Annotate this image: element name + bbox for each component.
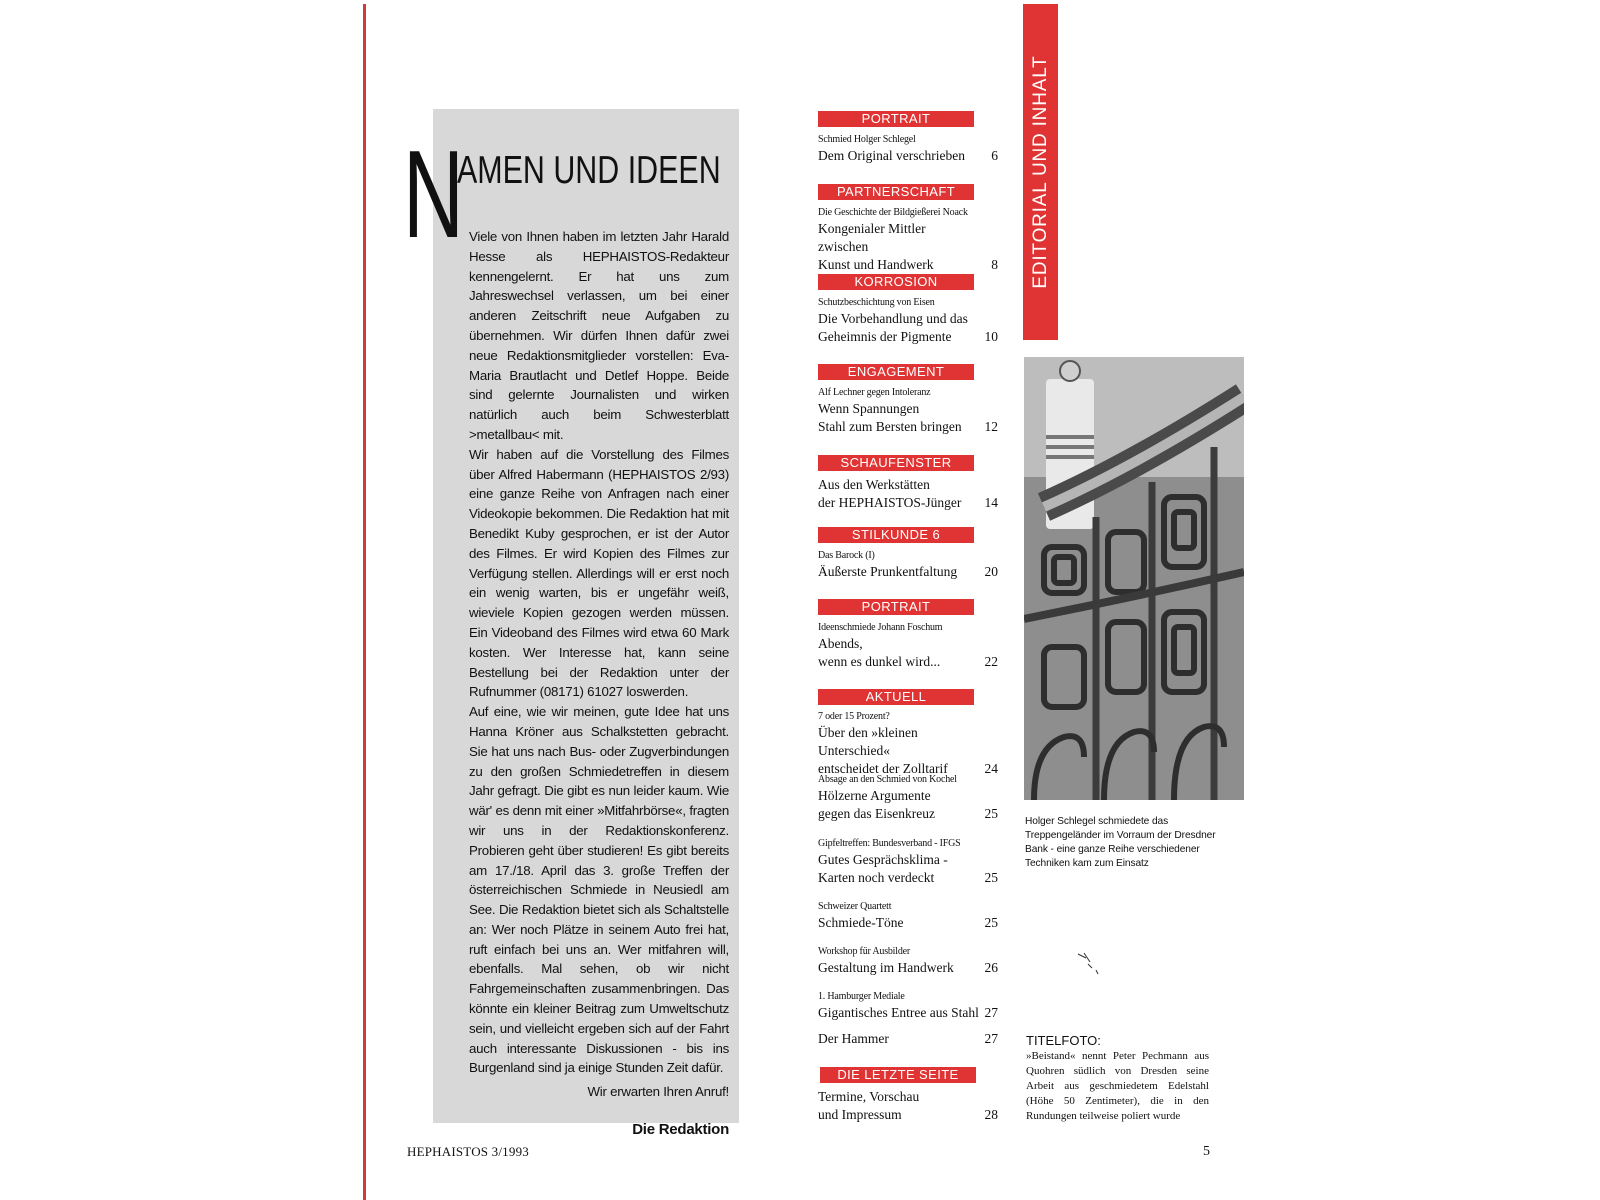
toc-entry[interactable] bbox=[818, 476, 998, 512]
toc-section-korrosion: KORROSION bbox=[818, 274, 974, 290]
toc-entry[interactable] bbox=[818, 945, 998, 977]
editorial-panel bbox=[403, 109, 739, 1139]
toc-entry-kicker: Schmied Holger Schlegel bbox=[818, 134, 916, 145]
toc-entry[interactable] bbox=[818, 773, 998, 823]
toc-entry-page: 25 bbox=[984, 915, 998, 930]
toc-entry[interactable] bbox=[818, 206, 998, 274]
section-banner bbox=[1023, 4, 1058, 340]
toc-entry-page: 25 bbox=[984, 870, 998, 885]
footer-page-number: 5 bbox=[1203, 1144, 1210, 1159]
editorial-title: AMEN UND IDEEN bbox=[457, 149, 721, 192]
editorial-paragraph: Auf eine, wie wir meinen, gute Idee hat uns Hanna Kröner aus Schalkstetten gebracht. Sie hat uns nach Bus- oder Zugverbindungen zu den großen Schmiedetreffen in diesem Jahr gefragt. Die gibt es nun leider kaum. Wie wär' es denn mit einer »Mitfahrbörse«, fragten wir uns in der Redaktionskonferenz. Probieren geht über studieren! Es gibt bereits am 17./18. April das 3. große Treffen der österreichischen Schmiede in Neusiedl am See. Die Redaktion bietet sich als Schaltstelle an: Wer noch Plätze in seinem Auto frei hat, ruft einfach bei uns an. Wer mitfahren will, ebenfalls. Mal sehen, ob wir nicht Fahrgemeinschaften zusammenbringen. Das könnte ein kleiner Beitrag zum Umweltschutz sein, und vielleicht ergeben sich auf der Fahrt auch interessante Diskussionen - bis ins Burgenland sind ja einige Stunden Zeit dafür. bbox=[469, 704, 729, 1076]
toc-entry-title: Dem Original verschrieben bbox=[818, 148, 965, 163]
editorial-signature: Die Redaktion bbox=[632, 1121, 729, 1139]
toc-section-schaufenster: SCHAUFENSTER bbox=[818, 455, 974, 471]
toc-entry[interactable] bbox=[818, 837, 998, 887]
toc-entry-page: 20 bbox=[984, 564, 998, 579]
editorial-closing: Wir erwarten Ihren Anruf! bbox=[587, 1084, 729, 1100]
editorial-paragraph: Viele von Ihnen haben im letzten Jahr Harald Hesse als HEPHAISTOS-Redakteur kennengelernt. Er hat uns zum Jahreswechsel verlassen, um bei einer anderen Zeitschrift neue Aufgaben zu übernehmen. Wir dürfen Ihnen dafür zwei neue Redaktionsmitglieder vorstellen: Eva-Maria Brautlacht und Detlef Hoppe. Beide sind gelernte Journalisten und wirken natürlich auch beim Schwesterblatt >metallbau< mit. bbox=[469, 229, 729, 442]
toc-entry-kicker: Gipfeltreffen: Bundesverband - IFGS bbox=[818, 838, 961, 849]
toc-entry[interactable] bbox=[818, 900, 998, 932]
toc-entry-page: 24 bbox=[984, 761, 998, 776]
toc-entry-title: Schmiede-Töne bbox=[818, 915, 904, 930]
toc-entry[interactable] bbox=[818, 1030, 998, 1048]
toc-entry[interactable] bbox=[818, 296, 998, 346]
editorial-paragraph: Wir haben auf die Vorstellung des Filmes über Alfred Habermann (HEPHAISTOS 2/93) eine ganze Reihe von Anfragen nach einer Videokopie bekommen. Die Redaktion hat mit Benedikt Kuby gesprochen, er ist der Autor des Filmes. Er wird Kopien des Filmes zur Verfügung stellen. Allerdings will er erst noch ein wenig warten, bis er ungefähr weiß, wieviele Kopien gezogen werden müssen. Ein Videoband des Filmes wird etwa 60 Mark kosten. Wer Interesse hat, kann seine Bestellung bei der Redaktion unter der Rufnummer (08171) 61027 loswerden. bbox=[469, 446, 729, 700]
toc-entry-kicker: Ideenschmiede Johann Foschum bbox=[818, 622, 943, 633]
print-speck bbox=[1076, 950, 1106, 980]
toc-entry-kicker: Die Geschichte der Bildgießerei Noack bbox=[818, 207, 968, 218]
toc-entry-kicker: Alf Lechner gegen Intoleranz bbox=[818, 387, 931, 398]
toc-entry[interactable] bbox=[818, 710, 998, 778]
editorial-heading bbox=[403, 126, 721, 264]
toc-entry-kicker: 7 oder 15 Prozent? bbox=[818, 711, 890, 722]
toc-entry-title: Gutes Gesprächsklima - Karten noch verdeckt bbox=[818, 852, 948, 885]
toc-entry-title: Kongenialer Mittler zwischen Kunst und Handwerk bbox=[818, 221, 934, 272]
toc-entry-title: Äußerste Prunkentfaltung bbox=[818, 564, 958, 579]
toc-entry[interactable] bbox=[818, 386, 998, 436]
toc-entry[interactable] bbox=[818, 133, 998, 165]
toc-entry-title: Über den »kleinen Unterschied« entscheidet der Zolltarif bbox=[818, 725, 948, 776]
toc-entry-title: Gestaltung im Handwerk bbox=[818, 960, 954, 975]
toc-entry-page: 12 bbox=[984, 419, 998, 434]
toc-entry-kicker: Schutzbeschichtung von Eisen bbox=[818, 297, 935, 308]
toc-entry[interactable] bbox=[818, 1088, 998, 1124]
toc-entry-page: 22 bbox=[984, 654, 998, 669]
toc-entry-title: Termine, Vorschau und Impressum bbox=[818, 1089, 920, 1122]
cover-photo-text: »Beistand« nennt Peter Pechmann aus Quohren südlich von Dresden seine Arbeit aus geschmiedetem Edelstahl (Höhe 50 Zentimeter), die in den Rundungen teilweise poliert wurde bbox=[1026, 1050, 1209, 1122]
toc-section-aktuell: AKTUELL bbox=[818, 689, 974, 705]
toc-entry[interactable] bbox=[818, 621, 998, 671]
toc-entry-kicker: Absage an den Schmied von Kochel bbox=[818, 774, 957, 785]
toc-entry-kicker: Das Barock (I) bbox=[818, 550, 875, 561]
toc-entry-title: Abends, wenn es dunkel wird... bbox=[818, 636, 941, 669]
toc-entry-page: 27 bbox=[984, 1031, 998, 1046]
toc-section-stilkunde: STILKUNDE 6 bbox=[818, 527, 974, 543]
footer-publication: HEPHAISTOS 3/1993 bbox=[407, 1144, 529, 1159]
toc-entry-page: 25 bbox=[984, 806, 998, 821]
toc-entry-title: Der Hammer bbox=[818, 1031, 889, 1046]
toc-section-engagement: ENGAGEMENT bbox=[818, 364, 974, 380]
editorial-dropcap: N bbox=[403, 126, 464, 264]
toc-entry-title: Hölzerne Argumente gegen das Eisenkreuz bbox=[818, 788, 935, 821]
railing-photo bbox=[1024, 357, 1244, 800]
toc-entry-title: Aus den Werkstätten der HEPHAISTOS-Jünger bbox=[818, 477, 962, 510]
toc-entry-kicker: Schweizer Quartett bbox=[818, 901, 892, 912]
toc-entry-title: Wenn Spannungen Stahl zum Bersten bringen bbox=[818, 401, 962, 434]
toc-entry-page: 10 bbox=[984, 329, 998, 344]
toc-entry-kicker: Workshop für Ausbilder bbox=[818, 946, 911, 957]
toc-entry-title: Die Vorbehandlung und das Geheimnis der Pigmente bbox=[818, 311, 968, 344]
toc-entry-page: 26 bbox=[984, 960, 998, 975]
toc-entry-title: Gigantisches Entree aus Stahl bbox=[818, 1005, 979, 1020]
toc-section-portrait: PORTRAIT bbox=[818, 111, 974, 127]
toc-section-partnerschaft: PARTNERSCHAFT bbox=[818, 184, 974, 200]
toc-section-letzte-seite: DIE LETZTE SEITE bbox=[820, 1067, 976, 1083]
toc-entry-page: 8 bbox=[991, 257, 998, 272]
photo-caption: Holger Schlegel schmiedete das Treppengeländer im Vorraum der Dresdner Bank - eine ganze Reihe verschiedener Techniken kam zum Einsatz bbox=[1025, 816, 1216, 869]
toc-entry-page: 6 bbox=[991, 148, 998, 163]
toc-entry[interactable] bbox=[818, 549, 998, 581]
toc-entry-page: 14 bbox=[984, 495, 998, 510]
section-banner-label: EDITORIAL UND INHALT bbox=[1029, 55, 1051, 289]
railing-illustration bbox=[1024, 357, 1244, 800]
toc-entry[interactable] bbox=[818, 990, 998, 1022]
toc-section-portrait-2: PORTRAIT bbox=[818, 599, 974, 615]
toc-entry-page: 27 bbox=[984, 1005, 998, 1020]
cover-photo-label: TITELFOTO: bbox=[1026, 1033, 1101, 1048]
binding-line bbox=[363, 4, 366, 1200]
toc-entry-page: 28 bbox=[984, 1107, 998, 1122]
toc-entry-kicker: 1. Hamburger Mediale bbox=[818, 991, 905, 1002]
editorial-body bbox=[469, 227, 729, 1140]
